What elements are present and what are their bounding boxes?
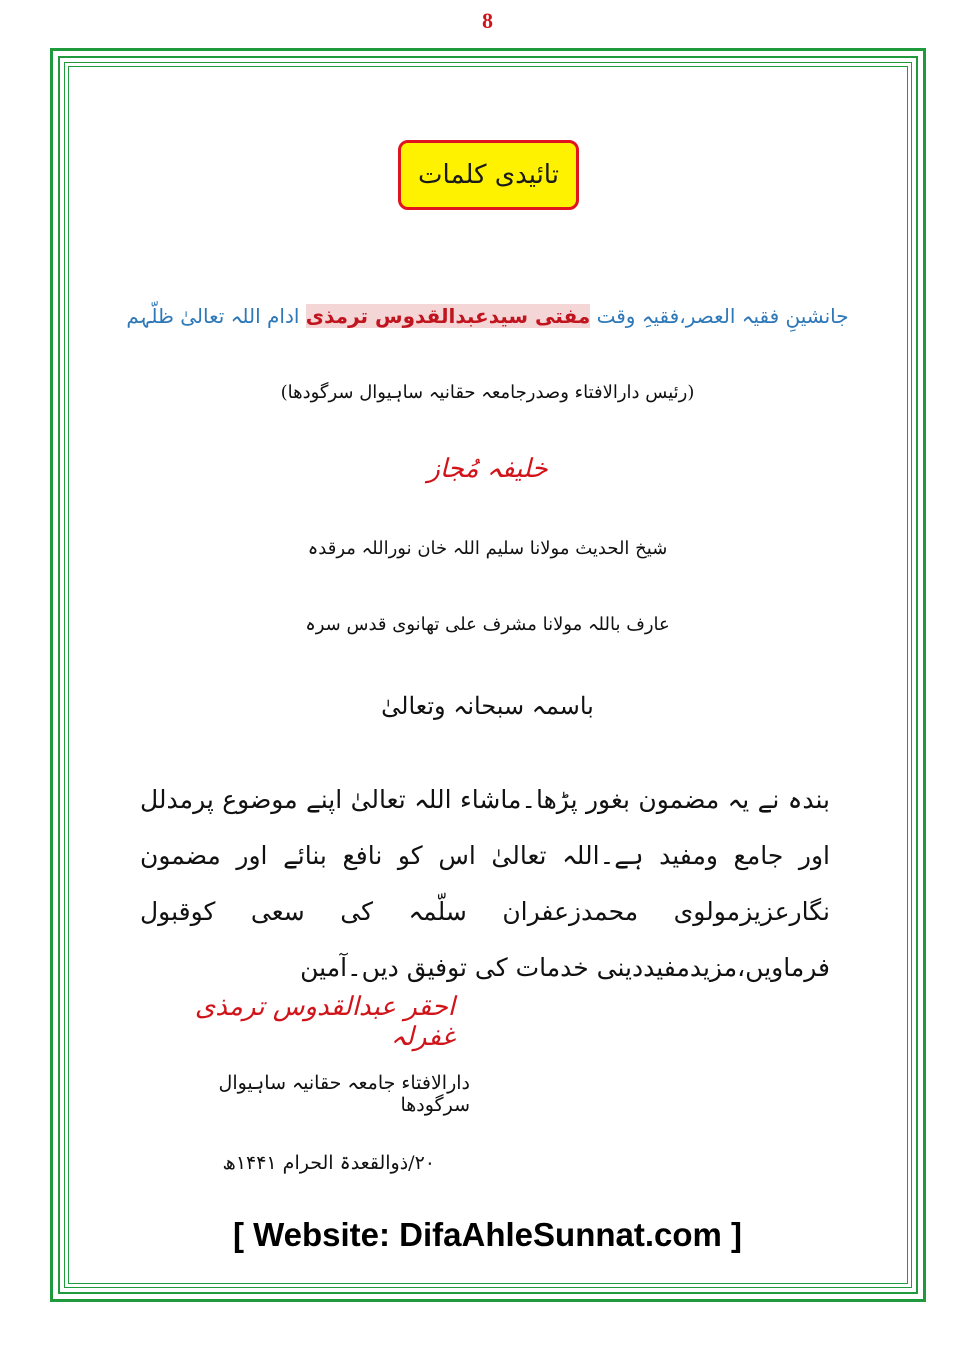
website-link[interactable]: [ Website: DifaAhleSunnat.com ] [232, 1216, 743, 1253]
succession-prefix: جانشینِ فقیہ العصر،فقیہِ وقت [590, 304, 849, 328]
mufti-name: مفتی سیدعبدالقدوس ترمذی [305, 304, 591, 328]
shaykh-line-1: شیخ الحدیث مولانا سلیم اللہ خان نوراللہ مرقدہ [307, 538, 668, 559]
institution: دارالافتاء جامعہ حقانیہ ساہیوال سرگودھا [218, 1072, 470, 1116]
succession-suffix: ادام اللہ تعالیٰ ظلّہم [126, 304, 306, 328]
page-number: 8 [482, 8, 493, 33]
designation: (رئیس دارالافتاء وصدرجامعہ حقانیہ ساہیوال سرگودھا) [280, 382, 695, 403]
page-title: تائیدی کلمات [398, 140, 579, 210]
shaykh-line-2: عارف باللہ مولانا مشرف علی تھانوی قدس سرہ [305, 614, 670, 635]
succession-line [100, 304, 875, 328]
date: ۲۰/ذوالقعدۃ الحرام ۱۴۴۱ھ [222, 1152, 435, 1174]
khalifa-heading: خلیفہ مُجاز [427, 454, 548, 484]
signature: احقر عبدالقدوس ترمذی غفرلہ [194, 992, 455, 1052]
basmihi-heading: باسمہ سبحانہ وتعالیٰ [381, 692, 594, 720]
endorsement-paragraph: بندہ نے یہ مضمون بغور پڑھا۔ماشاء اللہ تعالیٰ اپنے موضوع پرمدلل اور جامع ومفید ہے۔اللہ تعالیٰ اس کو نافع بنائے اور مضمون نگارعزیزمولوی محمدزعفران سلّمہ کی سعی کوقبول فرماویں،مزیدمفیددینی خدمات کی توفیق دیں۔آمین [140, 785, 830, 982]
